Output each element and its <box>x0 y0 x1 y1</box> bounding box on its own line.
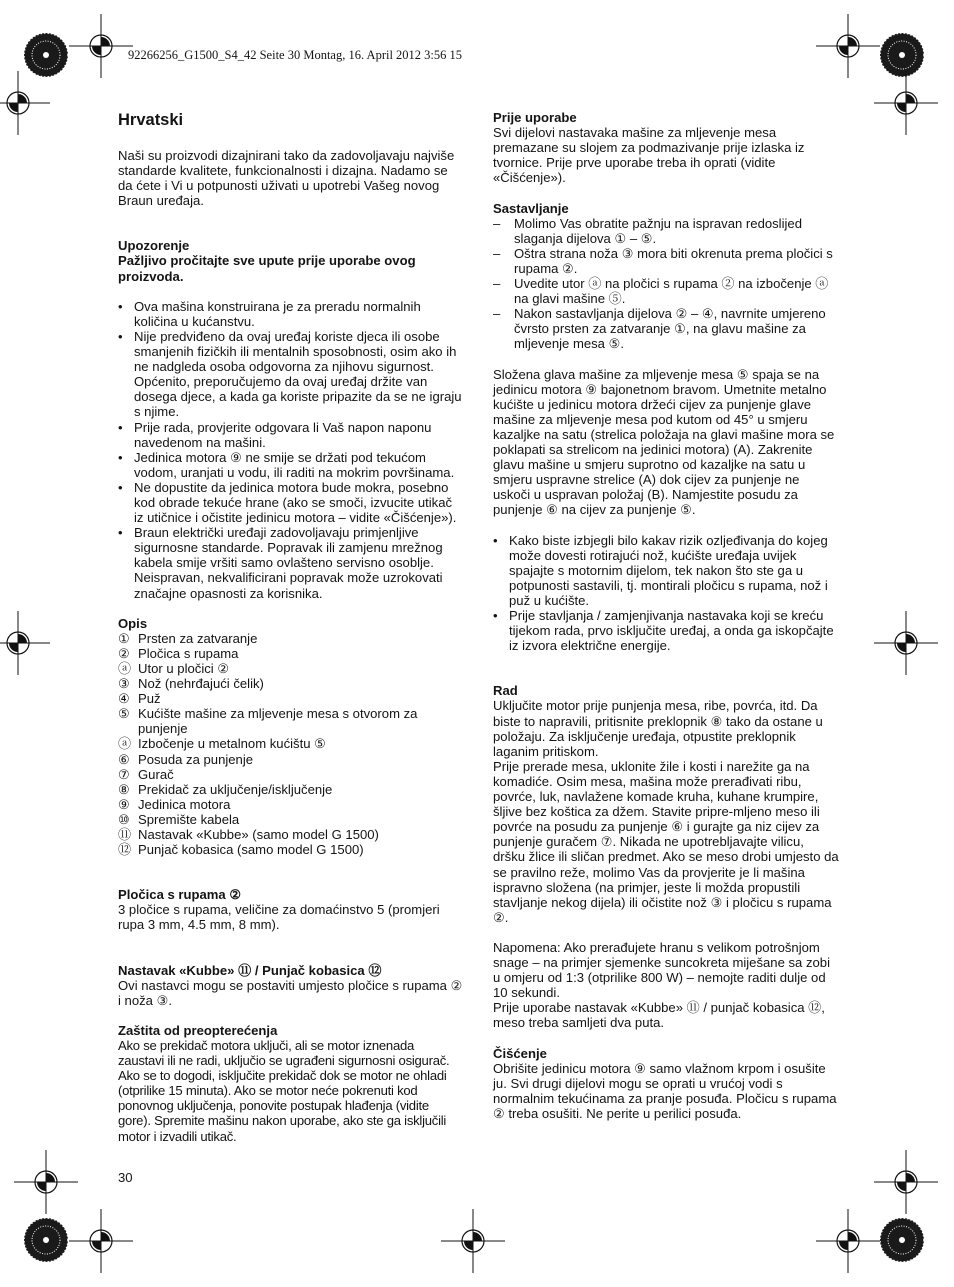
rad-paragraph-2: Prije prerade mesa, uklonite žile i kosti i narežite ga na komadiće. Osim mesa, mašina može prerađivati ribu, povrće, luk, navlažene komade kruha, kuhane krumpire, šljive bez koštica za džem. Stavite pripre-mljeno meso ili povrće na posudu za punjenje ⑥ i gurajte ga niz cijev za punjenje guračem ⑦. Nikada ne upotrebljavajte vilicu, dršku žlice ili sličan predmet. Ako se meso drobi umjesto da se pravilno reže, molimo Vas da provjerite je li mašina ispravno složena (na primjer, jeste li možda propustili stavljanje nekog dijela) ili očistite nož ③ i pločicu s rupama ②. <box>493 758 839 925</box>
list-item: – Molimo Vas obratite pažnju na ispravan redoslijed slaganja dijelova ① – ⑤. <box>493 216 839 246</box>
list-item: ⑪ Nastavak «Kubbe» (samo model G 1500) <box>118 827 379 843</box>
warning-heading: Upozorenje <box>118 238 190 254</box>
kubbe-paragraph: Ovi nastavci mogu se postaviti umjesto pločice s rupama ② i noža ③. <box>118 977 463 1008</box>
opis-heading: Opis <box>118 615 148 631</box>
parts-list <box>118 631 463 857</box>
list-item: ⑦ Gurač <box>118 766 174 782</box>
list-item: ⑨ Jedinica motora <box>118 796 231 812</box>
list-item: ⑤ Kućište mašine za mljevenje mesa s otvorom za punjenje <box>118 706 418 737</box>
section-title: Hrvatski <box>118 111 184 129</box>
list-item: ⑧ Prekidač za uključenje/isključenje <box>118 781 333 797</box>
list-item: • Jedinica motora ⑨ ne smije se držati pod tekućom vodom, uranjati u vodu, ili raditi na mokrim površinama. <box>118 450 463 480</box>
list-item: ⓐ Utor u pločici ② <box>118 661 230 676</box>
list-item: • Prije stavljanja / zamjenjivanja nastavaka koji se kreću tijekom rada, prvo isključite uređaj, a onda ga iskopčajte iz izvora električne energije. <box>493 608 839 653</box>
list-item: ⑫ Punjač kobasica (samo model G 1500) <box>118 842 364 858</box>
warning-intro: Pažljivo pročitajte sve upute prije uporabe ovog proizvoda. <box>118 253 416 284</box>
list-item: ④ Puž <box>118 691 161 707</box>
napomena-paragraph: Napomena: Ako prerađujete hranu s velikom potrošnjom snage – na primjer sjemenke suncokreta miješane sa zobi u omjeru od 1:3 (otprilike 800 W) – nemojte raditi dulje od 10 sekundi. <box>493 939 830 1001</box>
list-item: • Ne dopustite da jedinica motora bude mokra, posebno kod obrade tekuće hrane (ako se smoči, izvucite utikač iz utičnice i očistite jedinicu motora – vidite «Čišćenje»). <box>118 480 463 525</box>
page-number: 30 <box>118 1170 133 1185</box>
assembly-paragraph: Složena glava mašine za mljevenje mesa ⑤ spaja se na jedinicu motora ⑨ bajonetnom bravom. Umetnite metalno kućište u jedinicu motora držeći cijev za punjenje glave mašine za mljevenje mesa pod kutom od 45° u smjeru kazaljke na satu (strelica položaja na glavi mašine mora se poklapati sa strelicom na jedinici motora) (A). Zakrenite glavu mašine u smjeru suprotno od kazaljke na satu u smjeru uspravne strelice (A) dok cijev za punjenje ne uskoči u uspravan položaj (B). Namjestite posudu za punjenje ⑥ na cijev za punjenje ⑤. <box>493 366 835 518</box>
rad-heading: Rad <box>493 683 518 699</box>
plocica-paragraph: 3 pločice s rupama, veličine za domaćinstvo 5 (promjeri rupa 3 mm, 4.5 mm, 8 mm). <box>118 902 440 933</box>
left-column <box>118 110 463 1144</box>
list-item: • Ova mašina konstruirana je za preradu normalnih količina u kućanstvu. <box>118 299 463 329</box>
list-item: ⑥ Posuda za punjenje <box>118 751 254 767</box>
rad-paragraph: Uključite motor prije punjenja mesa, ribe, povrća, itd. Da biste to napravili, pritisnite preklopnik ⑧ tako da ostane u položaju. Za isključenje uređaja, otpustite preklopnik laganim pritiskom. <box>493 698 823 759</box>
sastavljanje-heading: Sastavljanje <box>493 200 569 216</box>
ciscenje-heading: Čišćenje <box>493 1045 547 1061</box>
zastita-paragraph: Ako se prekidač motora uključi, ali se motor iznenada zaustavi ili ne radi, uključio se ugrađeni sigurnosni osigurač. Ako se to dogodi, isključite prekidač dok se motor ne ohladi (otprilike 15 minuta). Ako se motor neće pokrenuti kod ponovnog uključenja, ponovite postupak hlađenja (vidite gore). Spremite mašinu nakon uporabe, ako ste ga isključili motor i izvadili utikač. <box>118 1037 450 1144</box>
list-item: • Kako biste izbjegli bilo kakav rizik ozljeđivanja do kojeg može dovesti rotirajući nož, kućište uređaja uvijek spajajte s motornim dijelom, tek nakon što ste ga u potpunosti sastavili, tj. montirali pločicu s rupama, nož i puž u kućište. <box>493 533 839 608</box>
list-item: – Oštra strana noža ③ mora biti okrenuta prema pločici s rupama ②. <box>493 246 839 276</box>
print-header: 92266256_G1500_S4_42 Seite 30 Montag, 16. April 2012 3:56 15 <box>128 48 463 62</box>
list-item: ③ Nož (nehrđajući čelik) <box>118 676 264 692</box>
safety-list <box>493 533 839 654</box>
list-item: ⑩ Spremište kabela <box>118 811 240 827</box>
zastita-heading: Zaštita od preopterećenja <box>118 1022 278 1038</box>
right-column <box>493 110 839 1121</box>
list-item: • Braun električki uređaji zadovoljavaju primjenljive sigurnosne standarde. Popravak ili zamjenu mrežnog kabela smije vršiti samo ovlašteno servisno osoblje. Neispravan, nekvalificirani popravak može uzrokovati značajne opasnosti za korisnika. <box>118 525 463 600</box>
warning-list <box>118 299 463 601</box>
intro-paragraph: Naši su proizvodi dizajnirani tako da zadovoljavaju najviše standarde kvalitete, funkcionalnosti i dizajna. Nadamo se da ćete i Vi u potpunosti uživati u upotrebi Vašeg novog Braun uređaja. <box>118 148 455 209</box>
assembly-steps <box>493 216 839 352</box>
prije-paragraph: Svi dijelovi nastavaka mašine za mljevenje mesa premazane su slojem za podmazivanje prije izlaska iz tvornice. Prije prve uporabe treba ih oprati (vidite «Čišćenje»). <box>493 125 805 186</box>
plocica-heading: Pločica s rupama ② <box>118 887 242 903</box>
list-item: ② Pločica s rupama <box>118 645 239 661</box>
ciscenje-paragraph: Obrišite jedinicu motora ⑨ samo vlažnom krpom i osušite ju. Svi drugi dijelovi mogu se oprati u vrućoj vodi s normalnim tekućinama za pranje posuđa. Pločicu s rupama ② treba osušiti. Ne perite u perilici posuđa. <box>493 1060 837 1121</box>
list-item: ① Prsten za zatvaranje <box>118 630 258 646</box>
list-item: – Nakon sastavljanja dijelova ② – ④, navrnite umjereno čvrsto prsten za zatvaranje ①, na glavu mašine za mljevenje mesa ⑤. <box>493 306 839 351</box>
list-item: – Uvedite utor ⓐ na pločici s rupama ② na izbočenje ⓐ na glavi mašine ⑤. <box>493 276 839 306</box>
list-item: • Prije rada, provjerite odgovara li Vaš napon naponu navedenom na mašini. <box>118 420 463 450</box>
napomena-paragraph-2: Prije uporabe nastavak «Kubbe» ⑪ / punjač kobasica ⑫, meso treba samljeti dva puta. <box>493 1000 825 1031</box>
kubbe-heading: Nastavak «Kubbe» ⑪ / Punjač kobasica ⑫ <box>118 962 382 978</box>
list-item: ⓐ Izbočenje u metalnom kućištu ⑤ <box>118 736 326 752</box>
list-item: • Nije predviđeno da ovaj uređaj koriste djeca ili osobe smanjenih fizičkih ili mentalnih sposobnosti, osim ako ih ne nadgleda osoba odgovorna za njihovu sigurnost. Općenito, preporučujemo da ovaj uređaj držite van dosega djece, a kada ga koriste pripazite da se ne igraju s njime. <box>118 329 463 420</box>
prije-heading: Prije uporabe <box>493 110 577 125</box>
